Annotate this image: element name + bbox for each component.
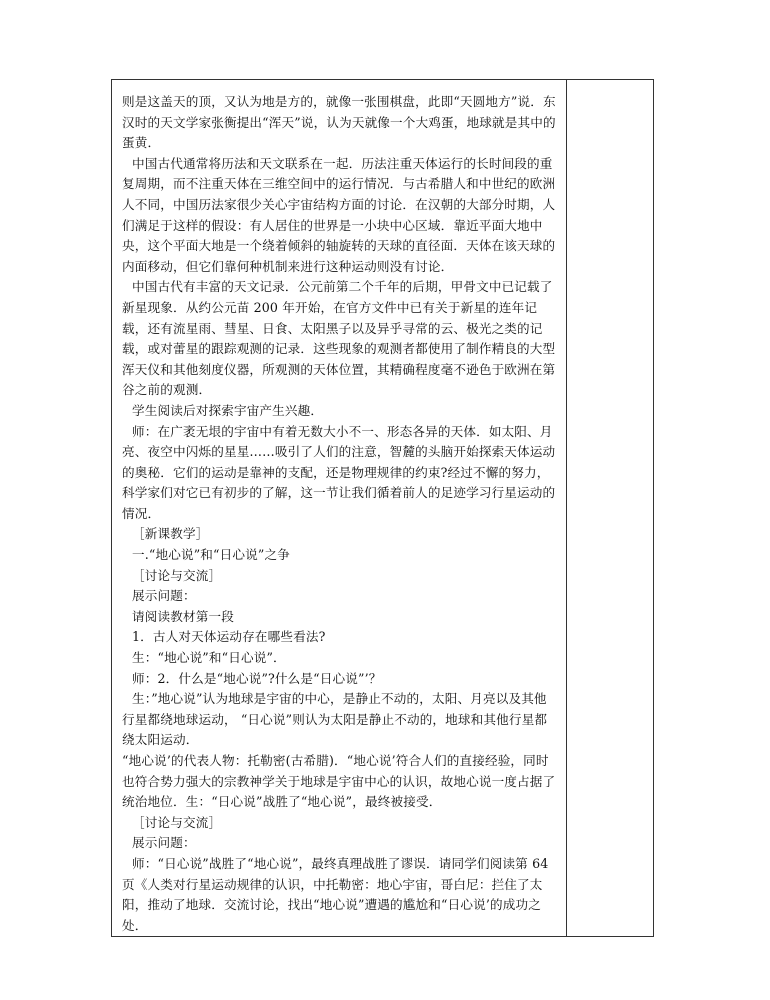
paragraph: 则是这盖天的顶，又认为地是方的，就像一张围棋盘，此即“天圆地方”说．东汉时的天文学家张衡提出“浑天”说，认为天就像一个大鸡蛋，地球就是其中的蛋黄．	[122, 94, 556, 151]
paragraph: “地心说’的代表人物：托勒密(古希腊)．“地心说’符合人们的直接经验，同时也符合势力强大的宗教神学关于地球是宇宙中心的认识，故地心说一度占据了统治地位．生：“日心说”战胜了“地心说”，最终被接受．	[122, 753, 556, 810]
paragraph: 中国古代通常将历法和天文联系在一起．历法注重天体运行的长时间段的重复周期，而不注重天体在三维空间中的运行情况．与古希腊人和中世纪的欧洲人不同，中国历法家很少关心宇宙结构方面的讨论．在汉朝的大部分时期，人们满足于这样的假设：有人居住的世界是一小块中心区域．靠近平面大地中央，这个平面大地是一个绕着倾斜的轴旋转的天球的直径面．天体在该天球的内面移动，但它们靠何种机制来进行这种运动则没有讨论．	[122, 155, 556, 274]
paragraph: 展示问题：	[132, 835, 196, 851]
paragraph: 1．古人对天体运动存在哪些看法?	[132, 629, 326, 645]
paragraph: ［讨论与交流］	[132, 567, 222, 583]
paragraph: ［新课教学］	[132, 526, 209, 542]
paragraph: 中国古代有丰富的天文记录．公元前第二个千年的后期，甲骨文中已记载了新星现象．从约公元苗 200 年开始，在官方文件中已有关于新星的连年记载，还有流星雨、彗星、日食、太阳黑子以及异乎寻常的云、极光之类的记载，或对蕾星的跟踪观测的记录．这些现象的观测者都使用了制作精良的大型浑天仪和其他刻度仪器，所观测的天体位置，其精确程度毫不逊色于欧洲在第谷之前的观测．	[122, 279, 556, 398]
notes-cell	[567, 80, 654, 937]
text-body	[112, 80, 566, 936]
paragraph: 师：2．什么是“地心说”?什么是“日心说”’？	[132, 670, 382, 686]
lesson-table	[111, 79, 654, 937]
table-row	[112, 80, 654, 937]
paragraph: 展示问题：	[132, 588, 196, 604]
paragraph: 请阅读教材第一段	[132, 608, 234, 624]
paragraph: 学生阅读后对探索宇宙产生兴趣．	[132, 402, 324, 418]
content-cell	[112, 80, 567, 937]
paragraph: 师：在广袤无垠的宇宙中有着无数大小不一、形态各异的天体．如太阳、月亮、夜空中闪烁的星星……吸引了人们的注意，智麓的头脑开始探索天体运动的奥秘．它们的运动是靠神的支配，还是物理规律的约束?经过不懈的努力，科学家们对它已有初步的了解，这一节让我们循着前人的足迹学习行星运动的情况．	[122, 423, 556, 521]
paragraph: 一.“地心说”和“日心说”之争	[132, 547, 290, 563]
paragraph: 师：“日心说”战胜了“地心说”，最终真理战胜了谬误．请同学们阅读第 64 页《人类对行星运动规律的认识，中托勒密：地心宇宙，哥白尼：拦住了太阳，推动了地球．交流讨论，找出“地心说”遭遇的尴尬和“日心说’的成功之处．	[122, 855, 549, 933]
paragraph: 生：”地心说”认为地球是宇宙的中心，是静止不动的，太阳、月亮以及其他行星都绕地球运动， “日心说”则认为太阳是静止不动的，地球和其他行星都绕太阳运动．	[122, 691, 548, 748]
paragraph: ［讨论与交流］	[132, 814, 222, 830]
paragraph: 生：“地心说”和“日心说”．	[132, 650, 286, 666]
